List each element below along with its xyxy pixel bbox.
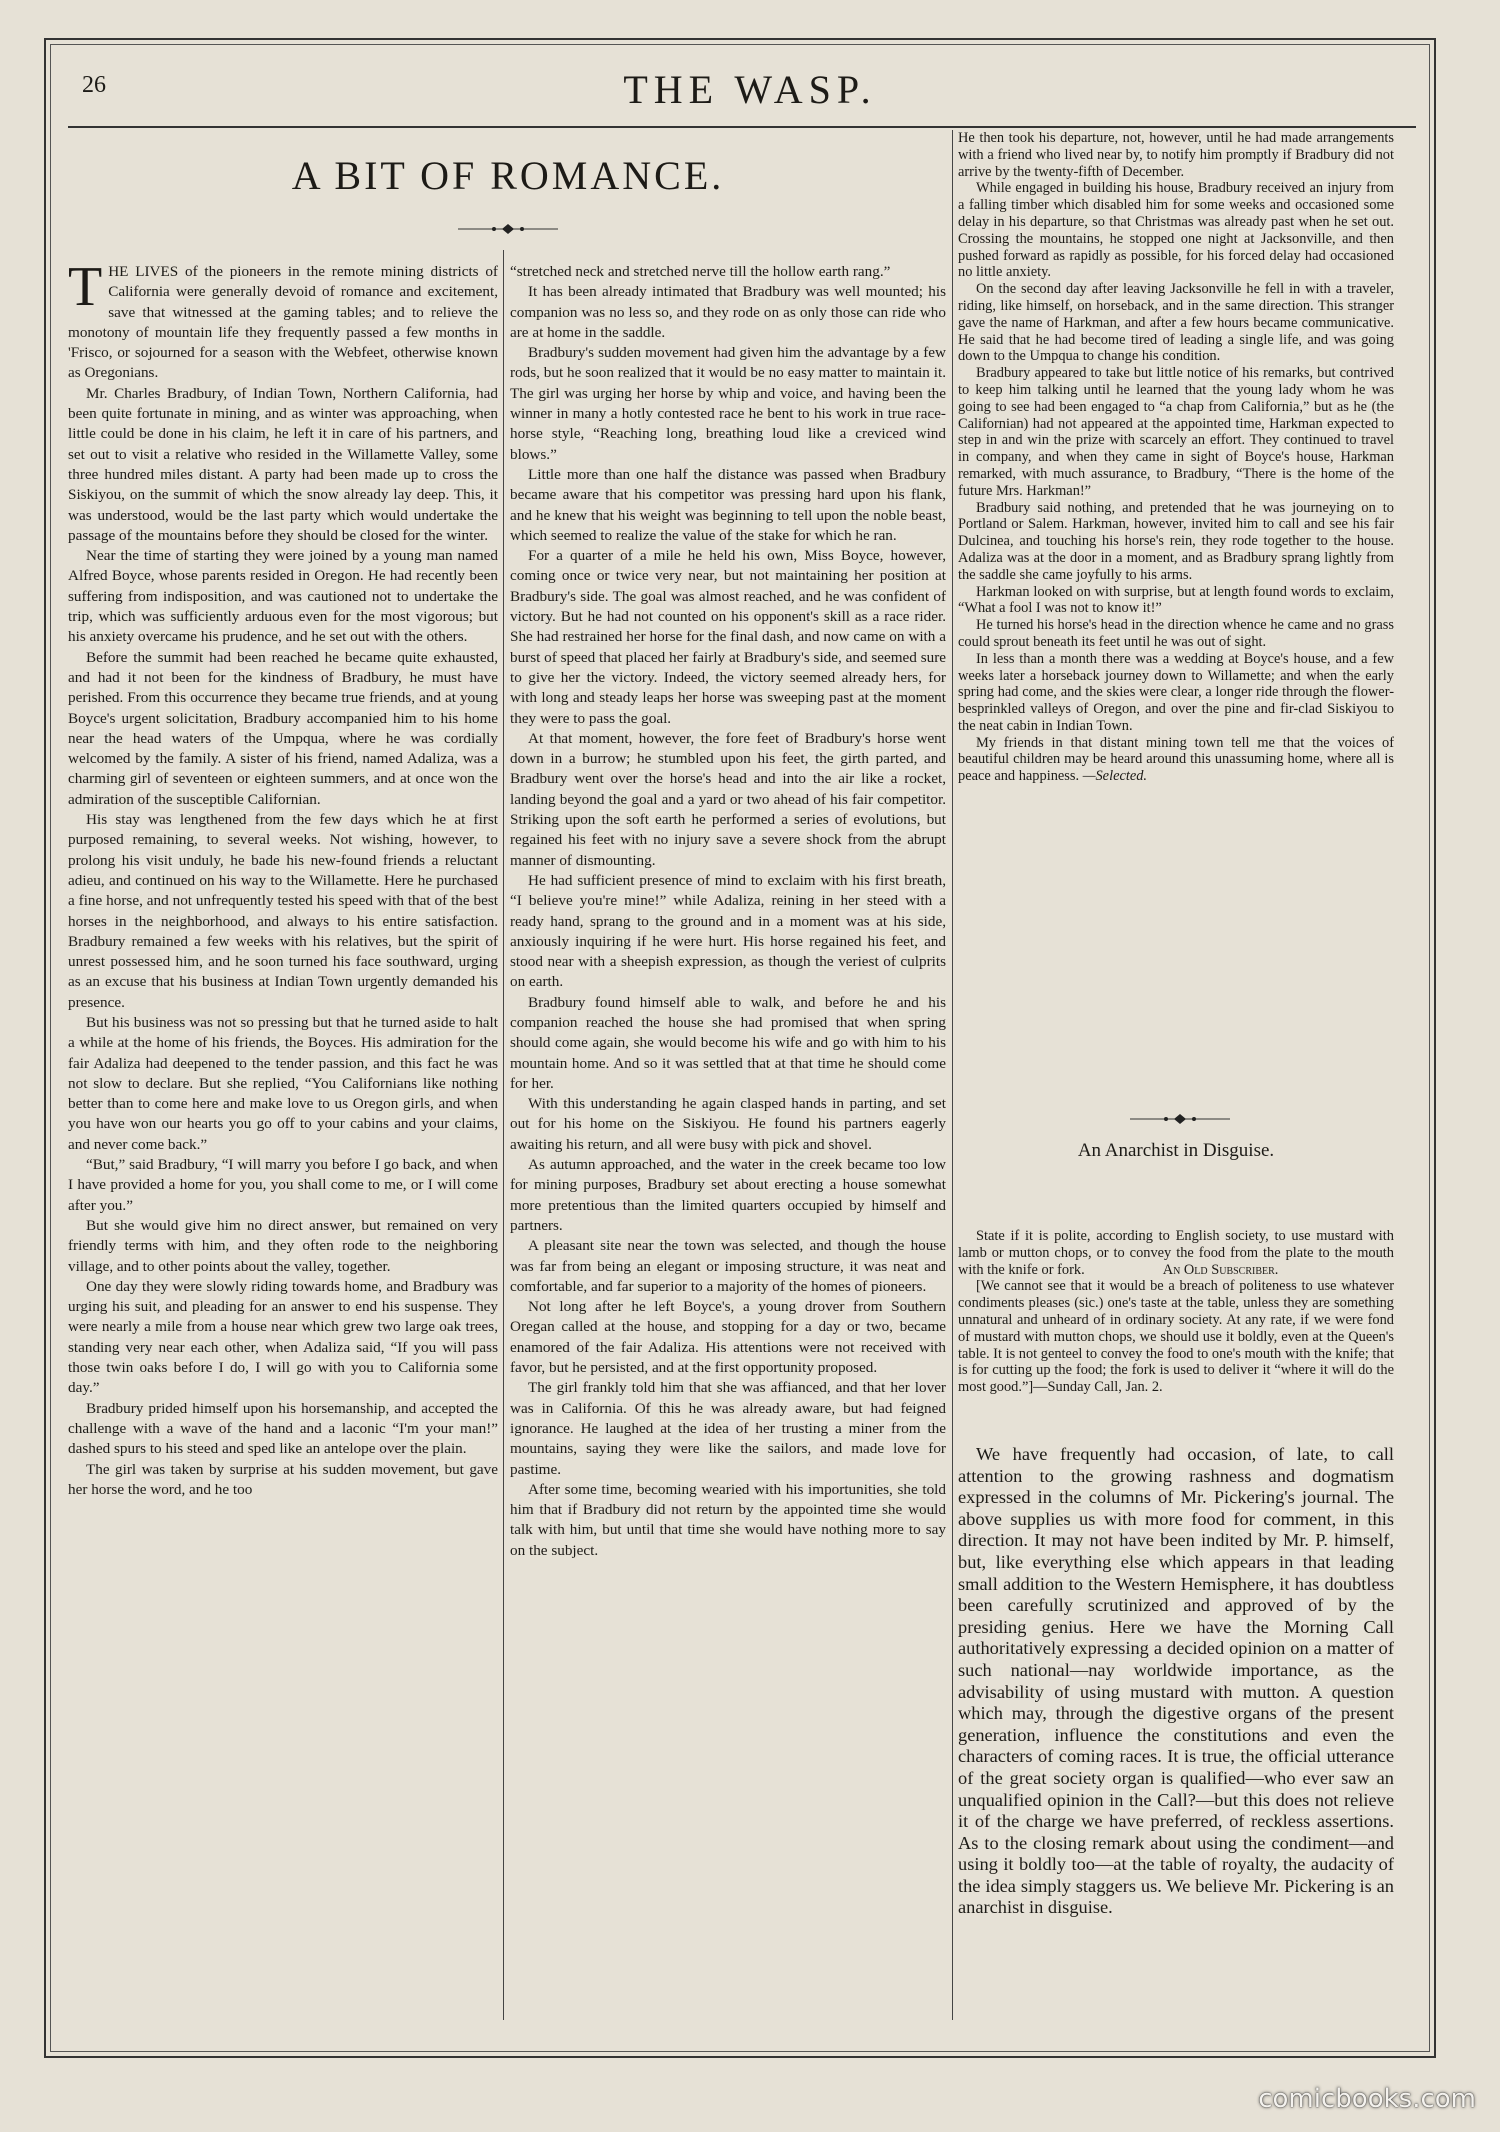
article-column-3 [958, 130, 1394, 1140]
column-rule-1 [503, 250, 504, 2020]
article-column-1 [68, 262, 498, 2022]
paragraph: Bradbury's sudden movement had given him the advantage by a few rods, but he soon realized that it would be no easy matter to maintain it. The girl was urging her horse by whip and voice, and having been the winner in many a hotly contested race he bent to his work in true race-horse style, “Reaching long, breathing loud like a creviced wind blows.” [510, 344, 946, 463]
header-rule [68, 126, 1416, 128]
letter-and-reply [958, 1228, 1394, 1438]
paragraph: Mr. Charles Bradbury, of Indian Town, Northern California, had been quite fortunate in mining, and as winter was approaching, when little could be done in his claim, he left it in care of his partners, and set out to visit a relative who resided in the Willamette Valley, some three hundred miles distant. A party had been made up to cross the Siskiyou, on the summit of which the snow already lay deep. This, it was understood, would be the last party which would undertake the passage of the mountains before they should be closed for the winter. [68, 384, 498, 544]
letter: State if it is polite, according to English society, to use mustard with lamb or mutton chops, or to convey the food from the plate to the mouth with the knife or fork. An Old Subscriber. [958, 1228, 1394, 1278]
paragraph: Near the time of starting they were joined by a young man named Alfred Boyce, whose parents resided in Oregon. He had recently been suffering from indisposition, and was cautioned not to undertake the trip, which was sufficiently arduous even for the most vigorous; but his anxiety overcame his prudence, and he set out with the others. [68, 547, 498, 646]
paragraph: Bradbury prided himself upon his horsemanship, and accepted the challenge with a wave of the hand and a laconic “I'm your man!” dashed spurs to his steed and sped like an antelope over the plain. [68, 1399, 498, 1458]
column-rule-2 [952, 130, 953, 2020]
article-title-2: An Anarchist in Disguise. [1077, 1140, 1275, 1161]
paragraph: We have frequently had occasion, of late, to call attention to the growing rashness and dogmatism expressed in the columns of Mr. Pickering's journal. The above supplies us with more food for comment, in this direction. It may not have been indited by Mr. P. himself, but, like everything else which appears in that leading small addition to the Western Hemisphere, it has doubtless been carefully scrutinized and approved of by the presiding genius. Here we have the Morning Call authoritatively expressing a decided opinion on a matter of such national—nay worldwide importance, as the advisability of using mustard with mutton. A question which may, through the digestive organs of the present generation, influence the constitutions and even the characters of coming races. It is true, the official utterance of the great society organ is qualified—who ever saw an unqualified opinion in the Call?—but this does not relieve it of the charge we have preferred, of reckless assertions. As to the closing remark about using the condiment—and using it boldly too—at the table of royalty, the audacity of the idea simply staggers us. We believe Mr. Pickering is an anarchist in disguise. [958, 1444, 1394, 1918]
paragraph: The girl frankly told him that she was affianced, and that her lover was in California. Of this he was already aware, but had feigned ignorance. He laughed at the idea of her trusting a miner from the mountains, saying they were like the sailors, and made love for pastime. [510, 1379, 946, 1478]
paragraph: Not long after he left Boyce's, a young drover from Southern Oregan called at the house, and stopping for a day or two, became enamored of the fair Adaliza. His attentions were not received with favor, but he persisted, and at the first opportunity proposed. [510, 1298, 946, 1377]
paragraph: He had sufficient presence of mind to exclaim with his first breath, “I believe you're mine!” while Adaliza, reining in her steed with a ready hand, sprang to the ground and in a moment was at his side, anxiously inquiring if he were hurt. His horse regained his feet, and stood near with a sheepish expression, as though the veriest of culprits on earth. [510, 871, 946, 991]
page-number: 26 [82, 72, 106, 98]
paragraph: My friends in that distant mining town tell me that the voices of beautiful children may be heard around this unassuming home, where all is peace and happiness. —Selected. [958, 734, 1394, 785]
paragraph: On the second day after leaving Jacksonville he fell in with a traveler, riding, like himself, on horseback, and in the same direction. This stranger gave the name of Harkman, and after a few hours became communicative. He said that he had become tired of leading a single life, and was going down to the Umpqua to change his condition. [958, 281, 1394, 365]
paragraph: But his business was not so pressing but that he turned aside to halt a while at the home of his friends, the Boyces. His admiration for the fair Adaliza had deepened to the tender passion, and this fact he was not slow to declare. But she replied, “You Californians like nothing better than to come here and make love to us Oregon girls, and when you have won our hearts you go off to your cabins and your claims, and never come back.” [68, 1013, 498, 1153]
paragraph: The girl was taken by surprise at his sudden movement, but gave her horse the word, and he too [68, 1460, 498, 1498]
ornament-divider [1130, 1112, 1230, 1126]
reply: [We cannot see that it would be a breach of politeness to use whatever condiments pleases (sic.) one's taste at the table, unless they are something unnatural and unheard of in ordinary society. At any rate, if we were fond of mustard with mutton chops, we should use it boldly, even at the Queen's table. It is not genteel to convey the food to one's mouth with the knife; that is for cutting up the food; the fork is used to deliver it “where it will do the most good.”]—Sunday Call, Jan. 2. [958, 1278, 1394, 1396]
commentary [958, 1444, 1394, 2024]
paragraph: After some time, becoming wearied with his importunities, she told him that if Bradbury did not return by the appointed time she would talk with him, but until that time she would have nothing more to say on the subject. [510, 1480, 946, 1559]
paragraph: In less than a month there was a wedding at Boyce's house, and a few weeks later a horseback journey down to Willamette; and when the early spring had come, and the skies were clear, a longer ride through the flower-besprinkled valleys of Oregon, and over the pine and fir-clad Siskiyou to the neat cabin in Indian Town. [958, 650, 1394, 734]
watermark-logo: comicbooks.com [1258, 2084, 1476, 2114]
masthead: THE WASP. [623, 67, 877, 112]
article-title: A BIT OF ROMANCE. [291, 153, 725, 198]
paragraph: Bradbury appeared to take but little notice of his remarks, but contrived to keep him talking until he learned that the young lady whom he was going to see had been engaged to “a chap from California,” but as he (the Californian) had not appeared at the appointed time, Harkman expected to step in and win the prize with scarcely an effort. They continued to travel in company, and when they came in sight of Boyce's house, Harkman remarked, with much assurance, to Bradbury, “There is the home of the future Mrs. Harkman!” [958, 365, 1394, 499]
paragraph: THE LIVES of the pioneers in the remote mining districts of California were generally devoid of romance and excitement, save that witnessed at the gaming tables; and to relieve the monotony of mountain life they frequently passed a few months in 'Frisco, or sojourned for a season with the Webfeet, otherwise known as Oregonians. [68, 262, 498, 382]
paragraph: For a quarter of a mile he held his own, Miss Boyce, however, coming once or twice very near, but not maintaining her position at Bradbury's side. The goal was almost reached, and he was confident of victory. But he had not counted on his opponent's skill as a race rider. She had restrained her horse for the final dash, and now came on with a burst of speed that placed her fairly at Bradbury's side, and seemed sure to give her the victory. Indeed, the victory seemed already hers, for with long and steady leaps her horse was sweeping past at the moment they were to pass the goal. [510, 547, 946, 727]
paragraph: With this understanding he again clasped hands in parting, and set out for his home on the Siskiyou. He found his partners eagerly awaiting his return, and all were busy with pick and shovel. [510, 1095, 946, 1153]
ornament-divider [458, 222, 558, 236]
paragraph: Before the summit had been reached he became quite exhausted, and had it not been for the kindness of Bradbury, he must have perished. From this occurrence they became true friends, and at young Boyce's urgent solicitation, Bradbury accompanied him to his home near the head waters of the Umpqua, where he was cordially welcomed by the family. A sister of his friend, named Adaliza, was a charming girl of seventeen or eighteen summers, and at once won the admiration of the susceptible Californian. [68, 648, 498, 808]
paragraph: Little more than one half the distance was passed when Bradbury became aware that his competitor was pressing hard upon his flank, and he knew that his weight was beginning to tell upon the noble beast, which seemed to realize the value of the stake for which he ran. [510, 465, 946, 544]
paragraph: “But,” said Bradbury, “I will marry you before I go back, and when I have provided a home for you, you shall come to me, or I will come after you.” [68, 1156, 498, 1214]
paragraph: He then took his departure, not, however, until he had made arrangements with a friend who lived near by, to notify him promptly if Bradbury did not arrive by the twenty-fifth of December. [958, 130, 1394, 180]
paragraph: But she would give him no direct answer, but remained on very friendly terms with him, and they often rode to the neighboring village, and to other points about the valley, together. [68, 1216, 498, 1275]
paragraph: As autumn approached, and the water in the creek became too low for mining purposes, Bradbury set about erecting a house somewhat more pretentious than the limited quarters occupied by himself and partners. [510, 1156, 946, 1234]
paragraph: While engaged in building his house, Bradbury received an injury from a falling timber which disabled him for some weeks and occasioned some delay in his departure, so that Christmas was already past when he set out. Crossing the mountains, he stopped one night at Jacksonville, and then pushed forward as rapidly as possible, for his forced delay had occasioned no little anxiety. [958, 180, 1394, 281]
paragraph: It has been already intimated that Bradbury was well mounted; his companion was no less so, and they rode on as only those can ride who are at home in the saddle. [510, 283, 946, 341]
drop-cap: T [68, 262, 103, 318]
article-column-2 [510, 262, 946, 2022]
letter-signature: An Old Subscriber. [1162, 1261, 1279, 1278]
paragraph: “stretched neck and stretched nerve till the hollow earth rang.” [510, 263, 891, 280]
paragraph: He turned his horse's head in the direction whence he came and no grass could sprout beneath its feet until he was out of sight. [958, 617, 1394, 650]
paragraph: His stay was lengthened from the few days which he at first purposed remaining, to several weeks. Not wishing, however, to prolong his visit unduly, he bade his new-found friends a reluctant adieu, and continued on his way to the Willamette. Here he purchased a fine horse, and not unfrequently tested his speed with that of the best horses in the neighborhood, and always to his entire satisfaction. Bradbury remained a few weeks with his relatives, but the spirit of unrest possessed him, and he soon turned his face southward, urging as an excuse that his business at Indian Town urgently demanded his presence. [68, 811, 498, 1011]
paragraph: Harkman looked on with surprise, but at length found words to exclaim, “What a fool I was not to know it!” [958, 583, 1394, 617]
paragraph: Bradbury said nothing, and pretended that he was journeying on to Portland or Salem. Harkman, however, invited him to call and see his fair Dulcinea, and touching his horse's rein, they rode together to the house. Adaliza was at the door in a moment, and as Bradbury sprang lightly from the saddle she came joyfully to his arms. [958, 499, 1394, 583]
paragraph: One day they were slowly riding towards home, and Bradbury was urging his suit, and pleading for an answer to end his suspense. They were nearly a mile from a house near which grew two large oak trees, standing very near each other, when Adaliza said, “If you will pass those twin oaks before I do, I will go with you to California some day.” [68, 1277, 498, 1397]
paragraph: A pleasant site near the town was selected, and though the house was far from being an elegant or imposing structure, it was neat and comfortable, and far superior to a majority of the homes of pioneers. [510, 1237, 946, 1295]
paragraph: Bradbury found himself able to walk, and before he and his companion reached the house she had promised that when spring should come again, she would become his wife and go with him to his mountain home. And so it was settled that at that time he should come for her. [510, 993, 946, 1092]
credit: —Selected. [1082, 768, 1148, 785]
paragraph: At that moment, however, the fore feet of Bradbury's horse went down in a burrow; he stumbled upon his feet, the girth parted, and Bradbury went over the horse's head and into the air like a rocket, landing beyond the goal and a yard or two ahead of his fair competitor. Striking upon the soft earth he performed a series of evolutions, but regained his feet with no injury save a severe shock from the abrupt manner of dismounting. [510, 729, 946, 869]
